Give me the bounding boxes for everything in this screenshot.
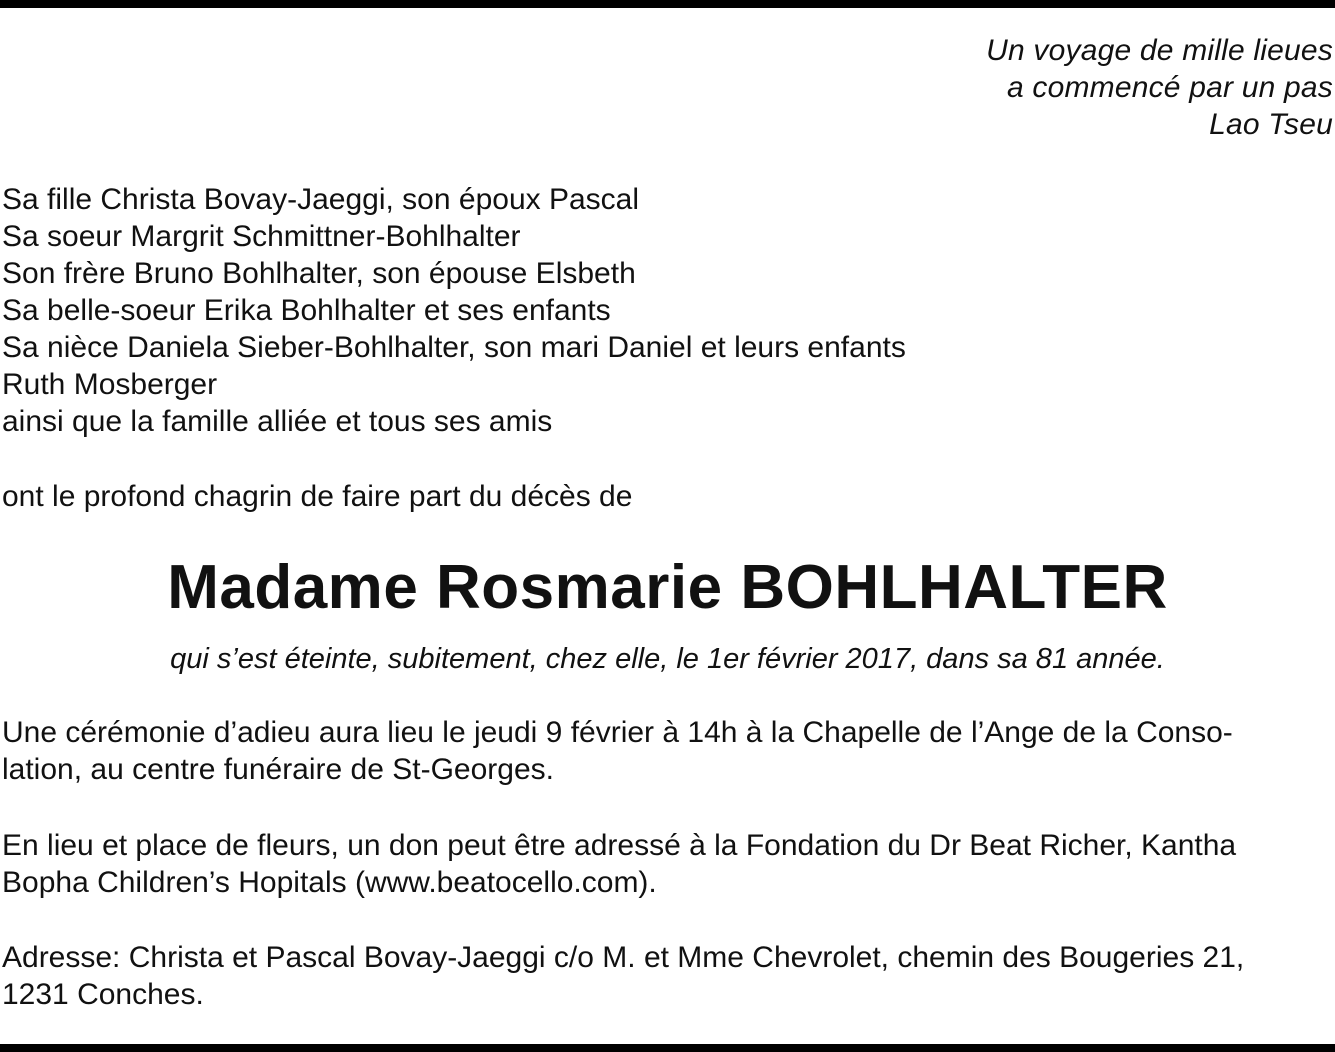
bottom-border-rule [0,1044,1335,1052]
family-line: Sa soeur Margrit Schmittner-Bohlhalter [2,220,521,253]
quote-line: Un voyage de mille lieues [986,34,1333,67]
epigraph-quote [986,32,1333,143]
family-line: Sa fille Christa Bovay-Jaeggi, son époux Pascal [2,183,640,216]
deceased-note: qui s’est éteinte, subitement, chez elle, le 1er février 2017, dans sa 81 année. [170,643,1165,675]
family-line: Son frère Bruno Bohlhalter, son épouse Elsbeth [2,257,636,290]
ceremony-line: lation, au centre funéraire de St-Georges. [2,753,554,786]
donation-line: En lieu et place de fleurs, un don peut être adressé à la Fondation du Dr Beat Richer, Kantha [2,829,1237,862]
family-line: Sa nièce Daniela Sieber-Bohlhalter, son mari Daniel et leurs enfants [2,331,906,364]
address-line: 1231 Conches. [2,978,204,1011]
donation-line: Bopha Children’s Hopitals (www.beatocello.com). [2,866,657,899]
address-paragraph [2,939,1333,1013]
family-line: ainsi que la famille alliée et tous ses amis [2,405,553,438]
top-border-rule [0,0,1335,8]
quote-line: a commencé par un pas [1006,71,1333,104]
family-line: Sa belle-soeur Erika Bohlhalter et ses enfants [2,294,611,327]
family-list [2,181,906,440]
family-line: Ruth Mosberger [2,368,218,401]
announcement-intro: ont le profond chagrin de faire part du décès de [2,480,633,513]
address-line: Adresse: Christa et Pascal Bovay-Jaeggi c/o M. et Mme Chevrolet, chemin des Bougeries 21, [2,941,1245,974]
donation-paragraph [2,827,1333,901]
ceremony-paragraph [2,714,1333,788]
ceremony-line: Une cérémonie d’adieu aura lieu le jeudi 9 février à 14h à la Chapelle de l’Ange de la Conso- [2,716,1233,749]
deceased-name: Madame Rosmarie BOHLHALTER [167,553,1168,622]
quote-author: Lao Tseu [1209,108,1333,141]
